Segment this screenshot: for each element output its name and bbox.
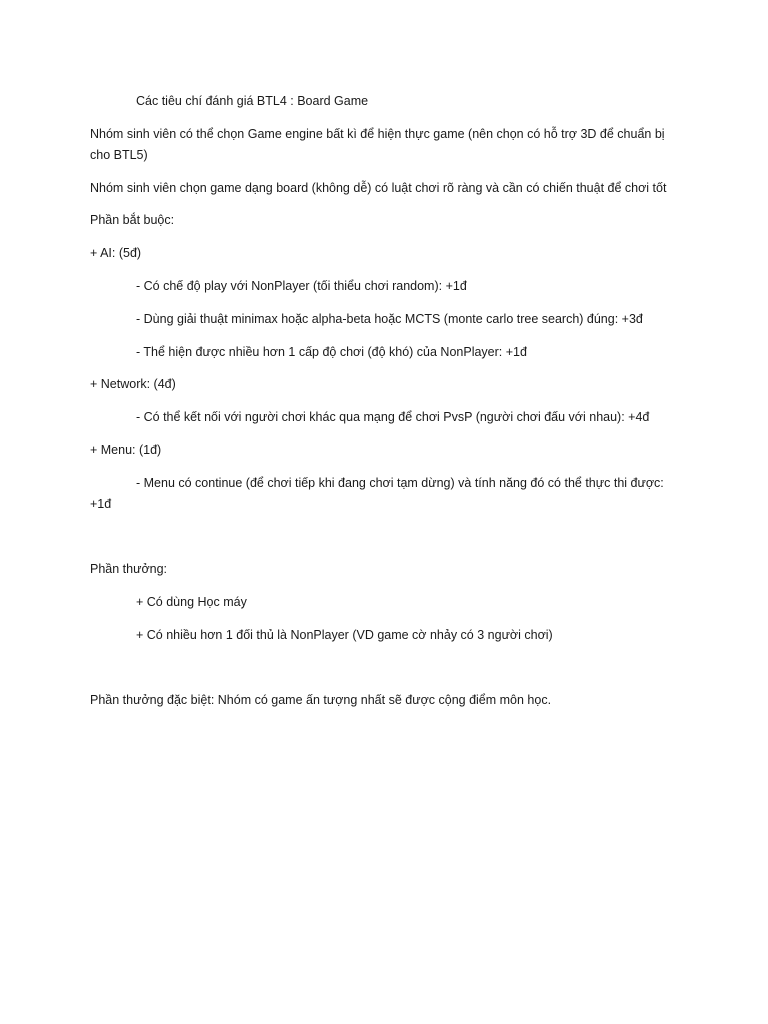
menu-item-line-2: +1đ <box>90 497 112 511</box>
network-heading: + Network: (4đ) <box>90 377 176 391</box>
ai-item-1: - Có chế độ play với NonPlayer (tối thiểu chơi random): +1đ <box>136 279 467 293</box>
ai-item-2: - Dùng giải thuật minimax hoặc alpha-beta hoặc MCTS (monte carlo tree search) đúng: +3đ <box>136 312 643 326</box>
bonus-item-2: + Có nhiều hơn 1 đối thủ là NonPlayer (VD game cờ nhảy có 3 người chơi) <box>136 628 553 642</box>
special-bonus: Phần thưởng đặc biệt: Nhóm có game ấn tượng nhất sẽ được cộng điểm môn học. <box>90 693 552 707</box>
intro-paragraph-1: Nhóm sinh viên có thể chọn Game engine bất kì để hiện thực game (nên chọn có hỗ trợ 3D để chuẩn bị cho BTL5) <box>90 127 665 162</box>
bonus-item-1: + Có dùng Học máy <box>136 595 247 609</box>
document-title: Các tiêu chí đánh giá BTL4 : Board Game <box>136 94 369 108</box>
intro-paragraph-2: Nhóm sinh viên chọn game dạng board (không dễ) có luật chơi rõ ràng và cần có chiến thuật để chơi tốt <box>90 181 667 195</box>
menu-heading: + Menu: (1đ) <box>90 443 162 457</box>
required-heading: Phần bắt buộc: <box>90 213 175 227</box>
ai-heading: + AI: (5đ) <box>90 246 142 260</box>
bonus-heading: Phần thưởng: <box>90 562 168 576</box>
menu-item-line-1: - Menu có continue (để chơi tiếp khi đang chơi tạm dừng) và tính năng đó có thể thực thi được: <box>136 476 664 490</box>
network-item-1: - Có thể kết nối với người chơi khác qua mạng để chơi PvsP (người chơi đấu với nhau): +4đ <box>136 410 650 424</box>
ai-item-3: - Thể hiện được nhiều hơn 1 cấp độ chơi (độ khó) của NonPlayer: +1đ <box>136 345 527 359</box>
